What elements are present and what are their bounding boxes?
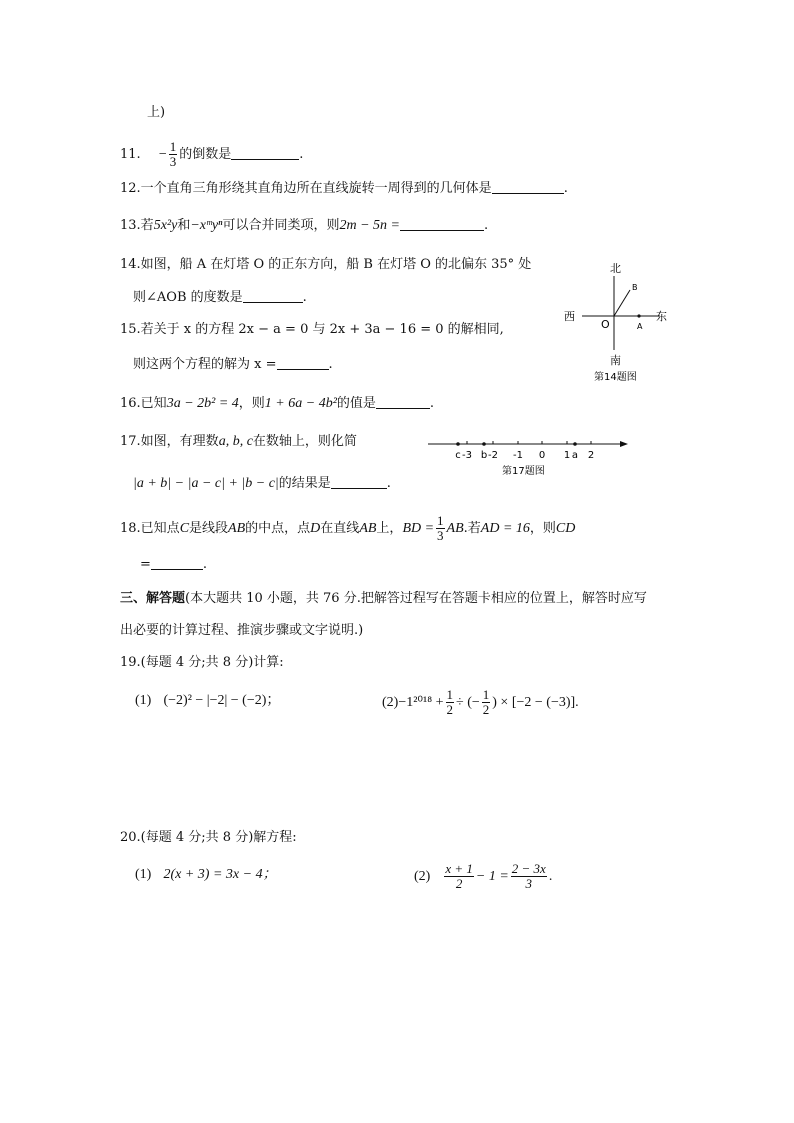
q18-ab: AB — [228, 521, 246, 536]
q18-t6: ，则 — [529, 521, 556, 536]
continuation-text: 上) — [147, 105, 166, 120]
q18-answer-blank — [151, 555, 203, 570]
q18-t5: .若 — [463, 521, 481, 536]
question-15-line1: 15.若关于 x 的方程 2x − a = 0 与 2x + 3a − 16 = 0 的解相同, — [120, 322, 504, 337]
q18-t2: 的中点，点 — [245, 521, 311, 536]
q16-text: 的值是 — [336, 396, 376, 411]
fig17-point-b — [482, 442, 486, 446]
q18-pre: 18.已知点 — [120, 521, 180, 536]
fig14-origin: O — [601, 318, 610, 331]
question-11 — [120, 140, 303, 169]
q19-p2-c: ) × [−2 − (−3)]. — [492, 695, 579, 710]
q16-expr2: 1 + 6a − 4b² — [264, 396, 337, 411]
q16-pre: 16.已知 — [120, 396, 167, 411]
q20-p1-label: (1) — [135, 867, 152, 882]
fig17-tick-label: 0 — [538, 450, 546, 461]
figure-14-compass — [560, 258, 670, 388]
figure-17-number-line — [420, 432, 635, 480]
fig14-south: 南 — [610, 354, 621, 367]
q11-number: 11. — [120, 147, 141, 162]
fig17-point-c — [456, 442, 460, 446]
q16-mid: ，则 — [238, 396, 265, 411]
q14-line2-text: 则∠AOB 的度数是 — [133, 290, 243, 305]
question-20-part1 — [135, 866, 277, 884]
q18-bd: BD = — [402, 521, 435, 536]
q20-p2-frac1: $\frac{x + 1}{2}$ — [445, 861, 473, 891]
fig17-caption: 第17题图 — [502, 466, 545, 477]
q18-t3: 在直线 — [320, 521, 360, 536]
q20-p2-frac2: $\frac{2 - 3x}{3}$ — [511, 861, 546, 891]
question-14-line2 — [133, 288, 307, 307]
q15-answer-blank — [277, 355, 329, 370]
q11-fraction: $\frac{1}{3}$ — [169, 139, 177, 169]
question-19-part2 — [382, 688, 579, 717]
q18-end: . — [202, 557, 208, 572]
q19-p1-label: (1) — [135, 693, 152, 708]
question-17-line2 — [133, 474, 391, 493]
fig14-point-a — [637, 314, 640, 317]
q16-end: . — [429, 396, 435, 411]
q11-end: . — [299, 147, 304, 162]
question-14-line1: 14.如图，船 A 在灯塔 O 的正东方向，船 B 在灯塔 O 的北偏东 35° 处 — [120, 257, 532, 272]
question-16 — [120, 394, 434, 413]
q17-end: . — [386, 476, 391, 491]
question-18-line2 — [140, 555, 207, 574]
q17-pre: 17.如图，有理数 — [120, 434, 219, 449]
q13-answer-blank — [400, 216, 484, 231]
fig17-tick-label: -2 — [488, 450, 498, 461]
q13-text: 可以合并同类项，则 — [222, 218, 340, 233]
q18-ad: AD = 16 — [480, 521, 530, 536]
question-18-line1 — [120, 514, 575, 543]
q13-end: . — [483, 218, 489, 233]
section-3-line2: 出必要的计算过程、推演步骤或文字说明.) — [120, 623, 364, 638]
q20-p2-end: . — [548, 869, 553, 884]
q17-vars: a, b, c — [218, 434, 253, 449]
q18-t1: 是线段 — [189, 521, 229, 536]
question-13 — [120, 216, 488, 235]
q20-p2-mid: − 1 = — [475, 869, 509, 884]
q15-line2-text: 则这两个方程的解为 x = — [133, 357, 277, 372]
q17-text: 的结果是 — [278, 476, 331, 491]
q13-term2: −xᵐyⁿ — [190, 218, 223, 233]
q19-p2-frac1: $\frac{1}{2}$ — [446, 687, 454, 717]
q11-neg: − — [158, 147, 167, 162]
fig17-tick-label: a — [571, 450, 579, 461]
fig17-tick-label: b — [480, 450, 488, 461]
question-12 — [120, 179, 568, 198]
question-19-header: 19.(每题 4 分;共 8 分)计算: — [120, 655, 284, 670]
q16-expr1: 3a − 2b² = 4 — [166, 396, 239, 411]
fig14-east: 东 — [656, 310, 667, 323]
q17-post: 在数轴上，则化简 — [252, 434, 357, 449]
fig14-label-a: A — [637, 322, 643, 331]
q18-t4: 上， — [376, 521, 403, 536]
q13-expr: 2m − 5n = — [339, 218, 400, 233]
q18-fraction: $\frac{1}{3}$ — [437, 513, 444, 543]
fig14-north: 北 — [610, 262, 621, 275]
fig17-arrow — [620, 441, 628, 447]
q20-p2-label: (2) — [414, 869, 431, 884]
fig14-label-b: B — [632, 283, 638, 292]
q11-text: 的倒数是 — [179, 147, 232, 162]
q20-p1-expr: 2(x + 3) = 3x − 4； — [163, 867, 277, 882]
fig17-tick-label: 2 — [587, 450, 595, 461]
section-3-desc1: (本大题共 10 小题，共 76 分.把解答过程写在答题卡相应的位置上，解答时应写 — [185, 591, 647, 606]
question-19-part1 — [135, 692, 280, 710]
fig17-tick-label: c — [455, 450, 461, 461]
fig14-west: 西 — [564, 310, 575, 323]
q18-point-c: C — [179, 521, 190, 536]
question-17-line1 — [120, 433, 357, 451]
q17-expr: |a + b| − |a − c| + |b − c| — [133, 476, 279, 491]
q17-answer-blank — [331, 474, 387, 489]
question-15-line2 — [133, 355, 333, 374]
q15-end: . — [328, 357, 333, 372]
fig17-tick-label: 1 — [563, 450, 571, 461]
fig17-tick-label: -1 — [513, 450, 523, 461]
q19-p2-frac2: $\frac{1}{2}$ — [482, 687, 490, 717]
q13-term1: 5x²y — [153, 218, 178, 233]
section-3-line1 — [120, 590, 647, 608]
q12-answer-blank — [492, 179, 564, 194]
q18-ab2: AB — [359, 521, 377, 536]
fig14-ray-b — [614, 290, 630, 316]
q13-mid: 和 — [177, 218, 191, 233]
fig14-caption: 第14题图 — [594, 372, 637, 383]
q18-ab3: AB — [446, 521, 464, 536]
question-20-header: 20.(每题 4 分;共 8 分)解方程: — [120, 830, 297, 845]
q18-eq: = — [140, 557, 151, 572]
q19-p1-expr: (−2)² − |−2| − (−2)； — [163, 693, 281, 708]
q18-cd: CD — [555, 521, 576, 536]
q18-point-d: D — [310, 521, 321, 536]
question-20-part2 — [414, 862, 552, 891]
q19-p2-a: −1²⁰¹⁸ + — [398, 695, 444, 710]
q16-answer-blank — [376, 394, 430, 409]
q12-text: 12.一个直角三角形绕其直角边所在直线旋转一周得到的几何体是 — [120, 181, 492, 196]
section-3-title: 三、解答题 — [120, 591, 186, 606]
fig17-point-a — [573, 442, 577, 446]
q14-end: . — [302, 290, 307, 305]
q14-answer-blank — [243, 288, 303, 303]
q19-p2-label: (2) — [382, 695, 399, 710]
q13-pre: 13.若 — [120, 218, 154, 233]
q12-end: . — [563, 181, 568, 196]
fig17-tick-label: -3 — [462, 450, 472, 461]
q11-answer-blank — [231, 145, 299, 160]
q19-p2-b: ÷ (− — [456, 695, 480, 710]
